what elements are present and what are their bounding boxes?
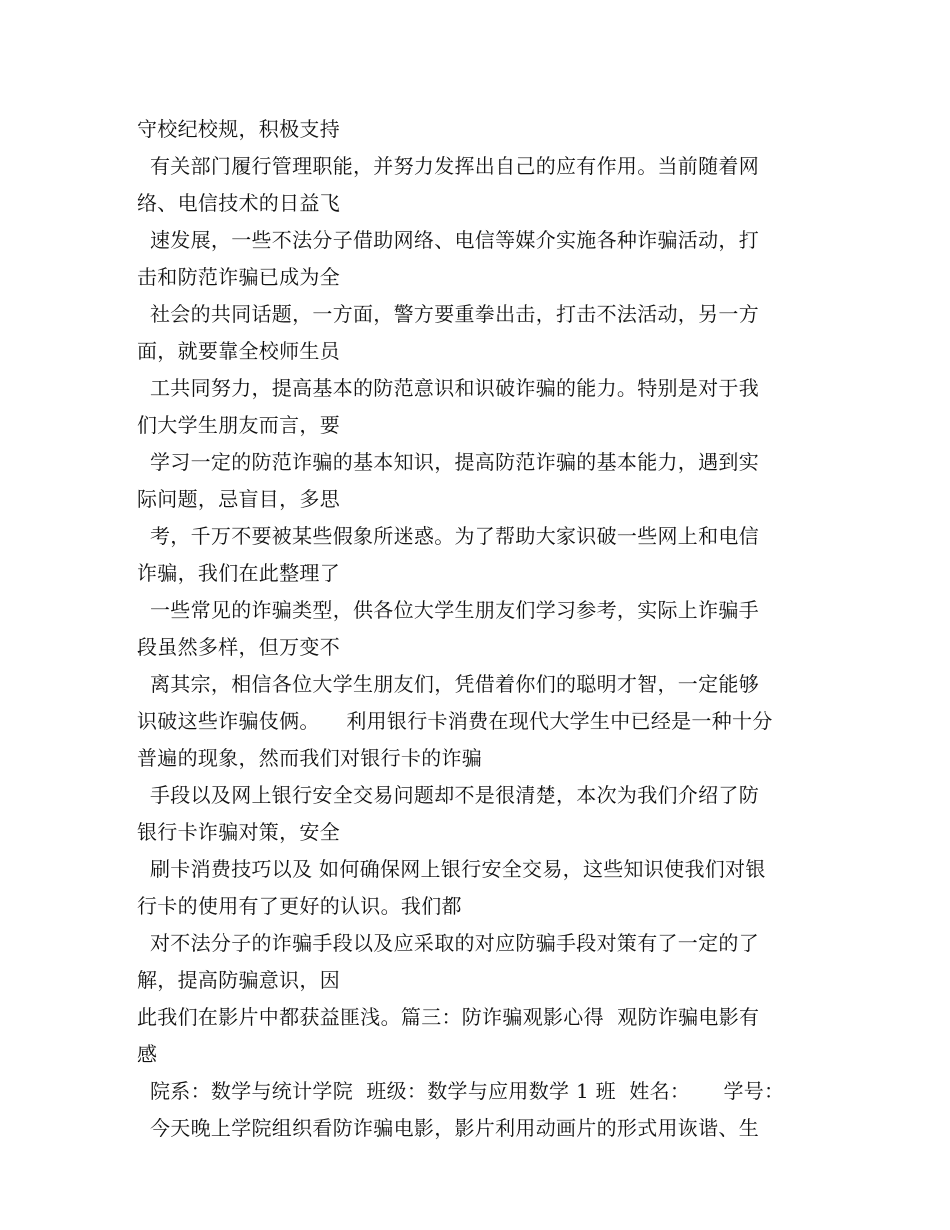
- text-line: 们大学生朋友而言，要: [137, 413, 340, 437]
- text-line: 考，千万不要被某些假象所迷惑。为了帮助大家识破一些网上和电信: [150, 524, 759, 548]
- text-line: 速发展，一些不法分子借助网络、电信等媒介实施各种诈骗活动，打: [150, 228, 759, 252]
- text-line: 今天晚上学院组织看防诈骗电影，影片利用动画片的形式用诙谐、生: [150, 1116, 759, 1140]
- document-body: [137, 111, 827, 1147]
- text-line: 银行卡诈骗对策，安全: [137, 820, 340, 844]
- text-line: 段虽然多样，但万变不: [137, 635, 340, 659]
- text-line: 普遍的现象，然而我们对银行卡的诈骗: [137, 746, 483, 770]
- text-line: 手段以及网上银行安全交易问题却不是很清楚，本次为我们介绍了防: [150, 783, 759, 807]
- text-line: 诈骗，我们在此整理了: [137, 561, 340, 585]
- text-line: 刷卡消费技巧以及 如何确保网上银行安全交易，这些知识使我们对银: [150, 857, 766, 881]
- text-line: 行卡的使用有了更好的认识。我们都: [137, 894, 462, 918]
- text-line: 此我们在影片中都获益匪浅。篇三：防诈骗观影心得 观防诈骗电影有: [137, 1005, 760, 1029]
- text-line: 对不法分子的诈骗手段以及应采取的对应防骗手段对策有了一定的了: [150, 931, 759, 955]
- text-line: 有关部门履行管理职能，并努力发挥出自己的应有作用。当前随着网: [150, 154, 759, 178]
- text-line: 工共同努力，提高基本的防范意识和识破诈骗的能力。特别是对于我: [150, 376, 759, 400]
- text-line: 院系：数学与统计学院 班级：数学与应用数学 1 班 姓名： 学号：: [150, 1079, 785, 1103]
- text-line: 解，提高防骗意识，因: [137, 968, 340, 992]
- text-line: 识破这些诈骗伎俩。 利用银行卡消费在现代大学生中已经是一种十分: [137, 709, 773, 733]
- text-line: 际问题，忌盲目，多思: [137, 487, 340, 511]
- text-line: 离其宗，相信各位大学生朋友们，凭借着你们的聪明才智，一定能够: [150, 672, 759, 696]
- text-line: 络、电信技术的日益飞: [137, 191, 340, 215]
- text-line: 一些常见的诈骗类型，供各位大学生朋友们学习参考，实际上诈骗手: [150, 598, 759, 622]
- text-line: 社会的共同话题，一方面，警方要重拳出击，打击不法活动，另一方: [150, 302, 759, 326]
- text-line: 学习一定的防范诈骗的基本知识，提高防范诈骗的基本能力，遇到实: [150, 450, 759, 474]
- text-line: 守校纪校规，积极支持: [137, 117, 340, 141]
- text-line: 击和防范诈骗已成为全: [137, 265, 340, 289]
- text-line: 面，就要靠全校师生员: [137, 339, 340, 363]
- text-line: 感: [137, 1042, 158, 1066]
